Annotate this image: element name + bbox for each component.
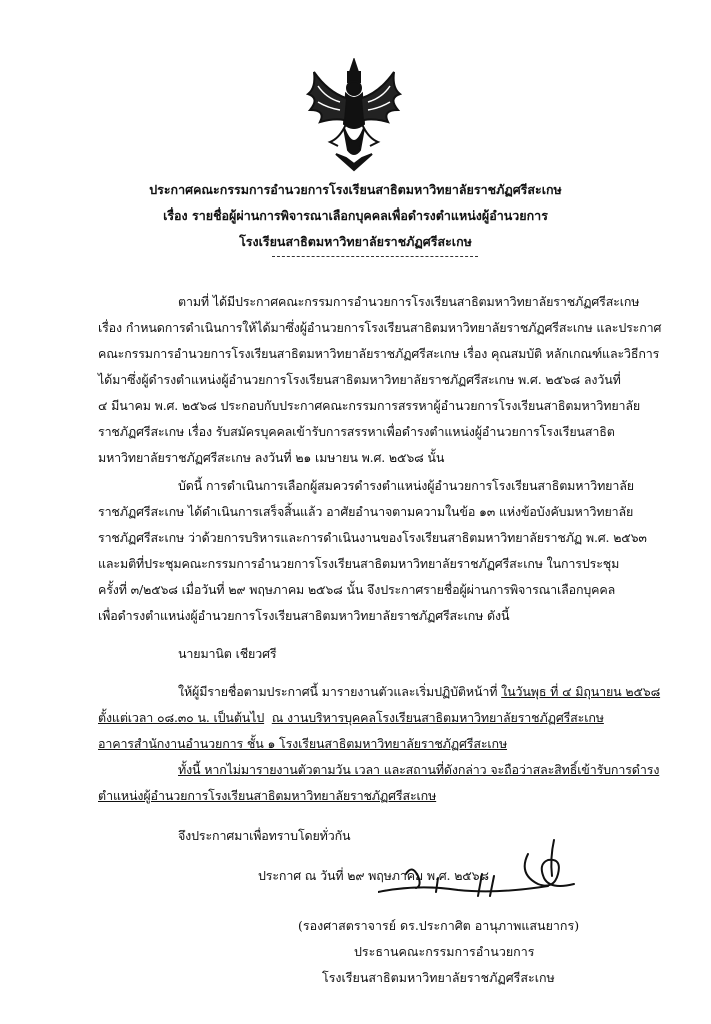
para3-line1-text: ให้ผู้มีรายชื่อตามประกาศนี้ มารายงานตัวและเริ่มปฏิบัติหน้าที่ (178, 684, 502, 699)
para3-line-2 (98, 708, 604, 728)
para1-line: ๔ มีนาคม พ.ศ. ๒๕๖๘ ประกอบกับประกาศคณะกรรมการสรรหาผู้อำนวยการโรงเรียนสาธิตมหาวิทยาลัย (98, 398, 641, 413)
para1-line: คณะกรรมการอำนวยการโรงเรียนสาธิตมหาวิทยาลัยราชภัฏศรีสะเกษ เรื่อง คุณสมบัติ หลักเกณฑ์และวิธีการ (98, 346, 660, 361)
para4-line: ทั้งนี้ หากไม่มารายงานตัวตามวัน เวลา และสถานที่ดังกล่าว จะถือว่าสละสิทธิ์เข้ารับการดำรง (178, 762, 660, 777)
closing-statement: จึงประกาศมาเพื่อทราบโดยทั่วกัน (178, 828, 351, 843)
report-building: อาคารสำนักงานอำนวยการ ชั้น ๑ โรงเรียนสาธิตมหาวิทยาลัยราชภัฏศรีสะเกษ (98, 736, 508, 751)
para2-line: ครั้งที่ ๓/๒๕๖๘ เมื่อวันที่ ๒๙ พฤษภาคม ๒๕๖๘ นั้น จึงประกาศรายชื่อผู้ผ่านการพิจารณาเลือกบุคคล (98, 582, 616, 597)
para1-line: ตามที่ ได้มีประกาศคณะกรรมการอำนวยการโรงเรียนสาธิตมหาวิทยาลัยราชภัฏศรีสะเกษ (178, 294, 640, 309)
announcement-title-line-3: โรงเรียนสาธิตมหาวิทยาลัยราชภัฏศรีสะเกษ (239, 234, 472, 249)
announcement-date: ประกาศ ณ วันที่ ๒๙ พฤษภาคม พ.ศ. ๒๕๖๘ (258, 868, 489, 883)
signatory-position-line-2: โรงเรียนสาธิตมหาวิทยาลัยราชภัฏศรีสะเกษ (322, 970, 555, 985)
report-location: ณ งานบริหารบุคคลโรงเรียนสาธิตมหาวิทยาลัยราชภัฏศรีสะเกษ (271, 710, 604, 725)
report-date: ในวันพุธ ที่ ๔ มิถุนายน ๒๕๖๘ (501, 684, 661, 699)
signatory-name: (รองศาสตราจารย์ ดร.ประกาศิต อานุภาพแสนยากร) (298, 918, 580, 933)
para2-line: ราชภัฏศรีสะเกษ ว่าด้วยการบริหารและการดำเนินงานของโรงเรียนสาธิตมหาวิทยาลัยราชภัฏ พ.ศ. ๒๕๖๓ (98, 530, 647, 545)
para3-line-1 (178, 682, 660, 702)
para2-line: เพื่อดำรงตำแหน่งผู้อำนวยการโรงเรียนสาธิตมหาวิทยาลัยราชภัฏศรีสะเกษ ดังนี้ (98, 608, 510, 623)
handwritten-signature-icon (378, 834, 588, 904)
para4-line: ตำแหน่งผู้อำนวยการโรงเรียนสาธิตมหาวิทยาลัยราชภัฏศรีสะเกษ (98, 788, 437, 803)
para1-line: มหาวิทยาลัยราชภัฏศรีสะเกษ ลงวันที่ ๒๑ เมษายน พ.ศ. ๒๕๖๘ นั้น (98, 450, 445, 465)
announcement-title-line-1: ประกาศคณะกรรมการอำนวยการโรงเรียนสาธิตมหาวิทยาลัยราชภัฏศรีสะเกษ (149, 182, 562, 197)
garuda-emblem-icon (300, 58, 408, 174)
para1-line: ราชภัฏศรีสะเกษ เรื่อง รับสมัครบุคคลเข้ารับการสรรหาเพื่อดำรงตำแหน่งผู้อำนวยการโรงเรียนสาธิต (98, 424, 615, 439)
para2-line: และมติที่ประชุมคณะกรรมการอำนวยการโรงเรียนสาธิตมหาวิทยาลัยราชภัฏศรีสะเกษ ในการประชุม (98, 556, 620, 571)
report-time: ตั้งแต่เวลา ๐๘.๓๐ น. เป็นต้นไป (98, 710, 265, 725)
para1-line: ได้มาซึ่งผู้ดำรงตำแหน่งผู้อำนวยการโรงเรียนสาธิตมหาวิทยาลัยราชภัฏศรีสะเกษ พ.ศ. ๒๕๖๘ ลงวันที่ (98, 372, 621, 387)
selected-candidate-name: นายมานิต เชียวศรี (178, 646, 277, 661)
para2-line: บัดนี้ การดำเนินการเลือกผู้สมควรดำรงตำแหน่งผู้อำนวยการโรงเรียนสาธิตมหาวิทยาลัย (178, 478, 634, 493)
title-divider (272, 256, 478, 257)
signatory-position-line-1: ประธานคณะกรรมการอำนวยการ (354, 944, 535, 959)
para1-line: เรื่อง กำหนดการดำเนินการให้ได้มาซึ่งผู้อำนวยการโรงเรียนสาธิตมหาวิทยาลัยราชภัฏศรีสะเกษ และประกาศ (98, 320, 662, 335)
announcement-title-line-2: เรื่อง รายชื่อผู้ผ่านการพิจารณาเลือกบุคคลเพื่อดำรงตำแหน่งผู้อำนวยการ (163, 208, 548, 223)
para2-line: ราชภัฏศรีสะเกษ ได้ดำเนินการเสร็จสิ้นแล้ว อาศัยอำนาจตามความในข้อ ๑๓ แห่งข้อบังคับมหาวิทยาลัย (98, 504, 634, 519)
